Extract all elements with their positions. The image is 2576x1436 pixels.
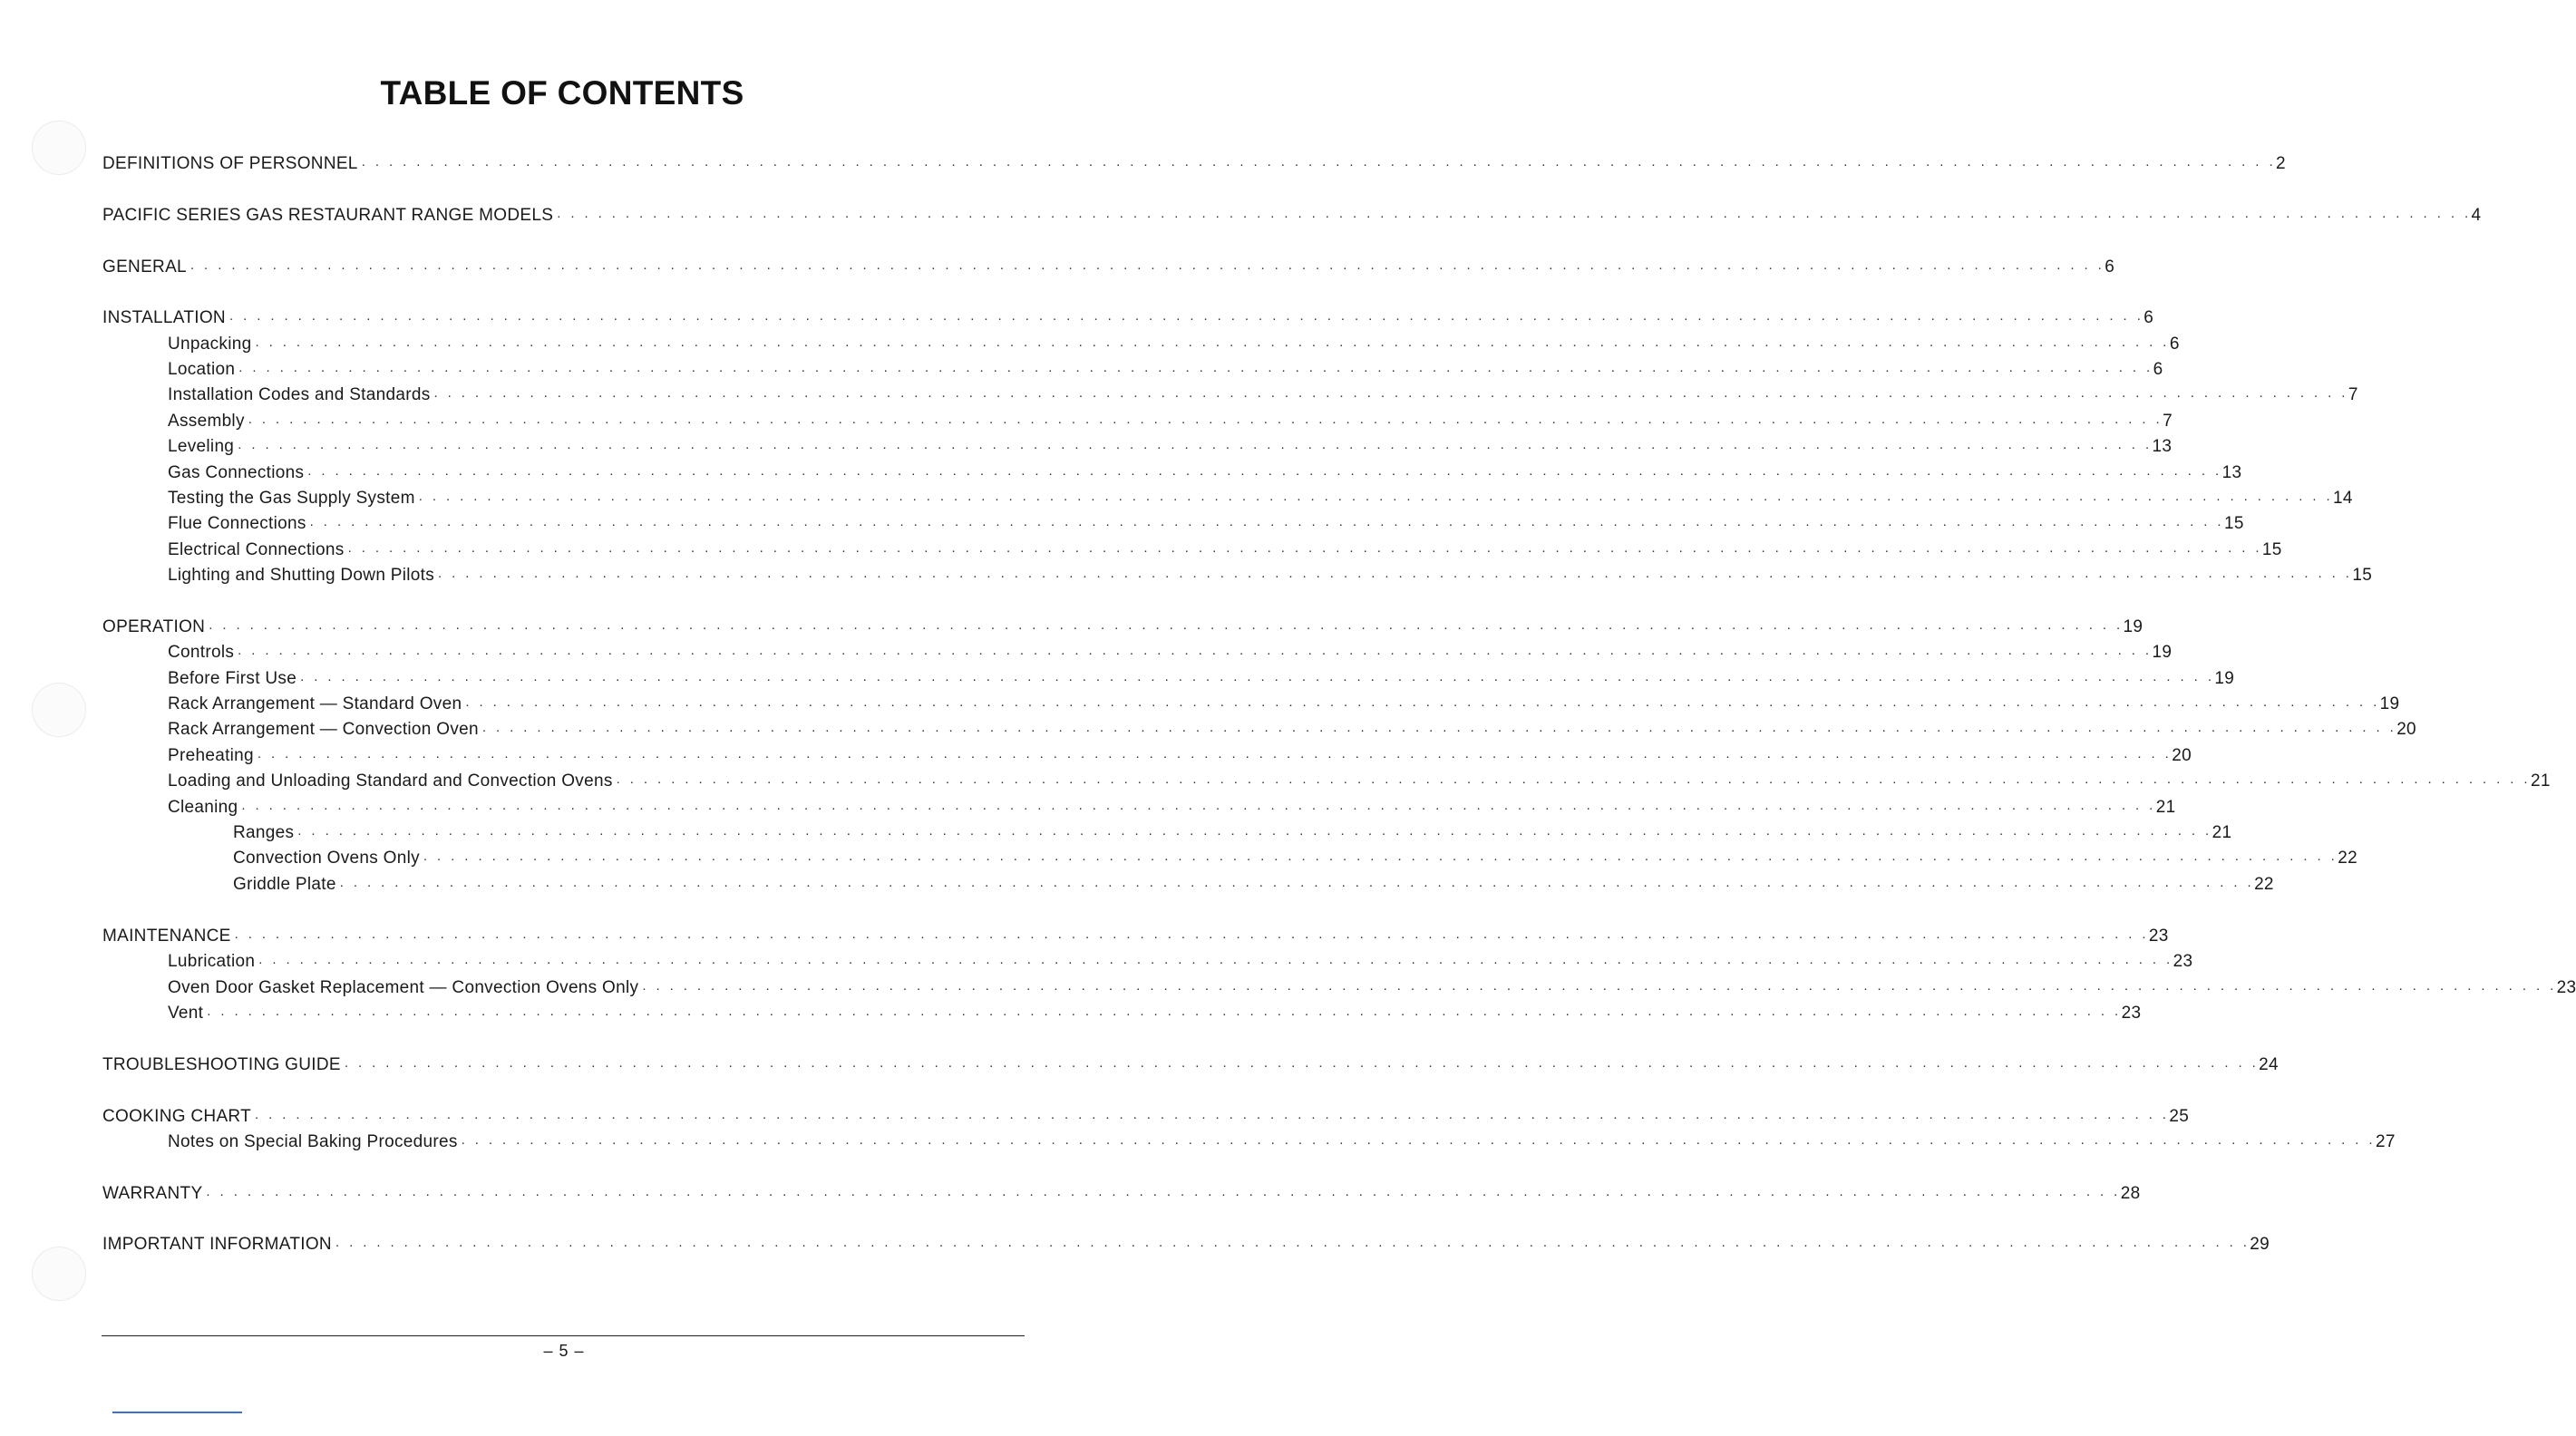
toc-leader-dots: . . . . . . . . . . . . . . . . . . . . . . . . . . . . . . . . . . . . . . . . . . . . . . . . . . . . . . . . . . . . . . . . . . . . . . . . . . . . . . . . . . . . . . . . . . . . . . . . . . . . . . . . . . . . . . . . . . . . . . . . . . . . . . . . . . . . . . . . . . . .	[238, 643, 2153, 658]
toc-entry-label: Convection Ovens Only	[233, 849, 420, 868]
toc-entry-page: 29	[2250, 1235, 2270, 1254]
scan-mark	[112, 1412, 242, 1413]
toc-leader-dots: . . . . . . . . . . . . . . . . . . . . . . . . . . . . . . . . . . . . . . . . . . . . . . . . . . . . . . . . . . . . . . . . . . . . . . . . . . . . . . . . . . . . . . . . . . . . . . . . . . . . . . . . . . . . . . . . . . . . . . . . . . . . . . . . . . . . . . . . . . . .	[335, 1235, 2250, 1250]
toc-entry	[102, 254, 2115, 277]
toc-leader-dots: . . . . . . . . . . . . . . . . . . . . . . . . . . . . . . . . . . . . . . . . . . . . . . . . . . . . . . . . . . . . . . . . . . . . . . . . . . . . . . . . . . . . . . . . . . . . . . . . . . . . . . . . . . . . . . . . . . . . . . . . . . . . . . . . . . . . . . . . . . . .	[344, 1055, 2260, 1071]
punch-hole-middle	[32, 683, 86, 737]
toc-entry-page: 7	[2163, 412, 2173, 431]
toc-entry-page: 7	[2348, 385, 2358, 404]
toc-entry-page: 28	[2120, 1184, 2141, 1203]
toc-entry	[102, 460, 2242, 483]
toc-entry-page: 6	[2105, 257, 2115, 277]
toc-entry-label: Vent	[168, 1004, 204, 1023]
toc-leader-dots: . . . . . . . . . . . . . . . . . . . . . . . . . . . . . . . . . . . . . . . . . . . . . . . . . . . . . . . . . . . . . . . . . . . . . . . . . . . . . . . . . . . . . . . . . . . . . . . . . . . . . . . . . . . . . . . . . . . . . . . . . . . . . . . . . . . . . . . . . . . .	[557, 206, 2472, 221]
page-title: TABLE OF CONTENTS	[380, 74, 744, 112]
toc-entry-page: 6	[2169, 335, 2180, 354]
toc-leader-dots: . . . . . . . . . . . . . . . . . . . . . . . . . . . . . . . . . . . . . . . . . . . . . . . . . . . . . . . . . . . . . . . . . . . . . . . . . . . . . . . . . . . . . . . . . . . . . . . . . . . . . . . . . . . . . . . . . . . . . . . . . . . . . . . . . . . . . . . . . . . .	[255, 335, 2170, 350]
toc-leader-dots: . . . . . . . . . . . . . . . . . . . . . . . . . . . . . . . . . . . . . . . . . . . . . . . . . . . . . . . . . . . . . . . . . . . . . . . . . . . . . . . . . . . . . . . . . . . . . . . . . . . . . . . . . . . . . . . . . . . . . . . . . . . . . . . . . . . . . . . . . . . .	[258, 952, 2173, 967]
toc-entry-label: INSTALLATION	[102, 308, 226, 327]
punch-hole-bottom	[32, 1247, 86, 1301]
toc-entry-label: MAINTENANCE	[102, 927, 231, 946]
toc-entry-label: Assembly	[168, 412, 245, 431]
toc-entry-page: 15	[2261, 540, 2282, 559]
toc-entry-label: Leveling	[168, 437, 235, 456]
toc-leader-dots: . . . . . . . . . . . . . . . . . . . . . . . . . . . . . . . . . . . . . . . . . . . . . . . . . . . . . . . . . . . . . . . . . . . . . . . . . . . . . . . . . . . . . . . . . . . . . . . . . . . . . . . . . . . . . . . . . . . . . . . . . . . . . . . . . . . . . . . . . . . .	[207, 1004, 2122, 1019]
toc-entry-label: OPERATION	[102, 617, 206, 636]
page-number: – 5 –	[543, 1342, 585, 1360]
toc-entry-page: 21	[2530, 771, 2551, 791]
toc-entry	[102, 1052, 2279, 1075]
toc-entry-page: 22	[2338, 849, 2357, 868]
toc-entry-page: 6	[2143, 308, 2154, 327]
toc-entry-label: Flue Connections	[168, 514, 306, 533]
toc-entry-page: 22	[2254, 875, 2274, 894]
toc-entry	[102, 485, 2353, 509]
toc-entry-label: Preheating	[168, 746, 254, 765]
toc-leader-dots: . . . . . . . . . . . . . . . . . . . . . . . . . . . . . . . . . . . . . . . . . . . . . . . . . . . . . . . . . . . . . . . . . . . . . . . . . . . . . . . . . . . . . . . . . . . . . . . . . . . . . . . . . . . . . . . . . . . . . . . . . . . . . . . . . . . . . . . . . . . .	[190, 257, 2105, 273]
toc-entry-page: 14	[2333, 489, 2353, 508]
toc-entry	[102, 356, 2163, 380]
toc-entry-label: Installation Codes and Standards	[168, 385, 431, 404]
toc-entry-page: 2	[2276, 154, 2286, 173]
toc-entry-label: DEFINITIONS OF PERSONNEL	[102, 154, 358, 173]
toc-entry-label: PACIFIC SERIES GAS RESTAURANT RANGE MODELS	[102, 206, 554, 225]
toc-entry	[102, 820, 2232, 843]
toc-entry-label: Location	[168, 360, 236, 379]
toc-entry-page: 21	[2211, 823, 2232, 842]
toc-entry	[102, 1000, 2142, 1024]
toc-leader-dots: . . . . . . . . . . . . . . . . . . . . . . . . . . . . . . . . . . . . . . . . . . . . . . . . . . . . . . . . . . . . . . . . . . . . . . . . . . . . . . . . . . . . . . . . . . . . . . . . . . . . . . . . . . . . . . . . . . . . . . . . . . . . . . . . . . . . . . . . . . . .	[438, 566, 2353, 581]
toc-entry-label: Griddle Plate	[233, 875, 336, 894]
toc-entry-label: Loading and Unloading Standard and Convection Ovens	[168, 771, 613, 791]
toc-entry-label: Lubrication	[168, 952, 256, 971]
toc-entry	[102, 975, 2576, 998]
toc-entry	[102, 408, 2173, 432]
toc-entry-label: COOKING CHART	[102, 1107, 252, 1126]
toc-entry	[102, 665, 2235, 689]
toc-entry-page: 13	[2152, 437, 2173, 456]
toc-entry-label: Lighting and Shutting Down Pilots	[168, 566, 435, 585]
toc-entry	[102, 794, 2176, 818]
toc-leader-dots: . . . . . . . . . . . . . . . . . . . . . . . . . . . . . . . . . . . . . . . . . . . . . . . . . . . . . . . . . . . . . . . . . . . . . . . . . . . . . . . . . . . . . . . . . . . . . . . . . . . . . . . . . . . . . . . . . . . . . . . . . . . . . . . . . . . . . . . . . . . .	[309, 514, 2224, 529]
toc-leader-dots: . . . . . . . . . . . . . . . . . . . . . . . . . . . . . . . . . . . . . . . . . . . . . . . . . . . . . . . . . . . . . . . . . . . . . . . . . . . . . . . . . . . . . . . . . . . . . . . . . . . . . . . . . . . . . . . . . . . . . . . . . . . . . . . . . . . . . . . . . . . .	[234, 927, 2149, 942]
toc-entry-label: Controls	[168, 643, 235, 662]
toc-entry-page: 4	[2471, 206, 2482, 225]
toc-leader-dots: . . . . . . . . . . . . . . . . . . . . . . . . . . . . . . . . . . . . . . . . . . . . . . . . . . . . . . . . . . . . . . . . . . . . . . . . . . . . . . . . . . . . . . . . . . . . . . . . . . . . . . . . . . . . . . . . . . . . . . . . . . . . . . . . . . . . . . . . . . . .	[300, 669, 2215, 684]
toc-entry-page: 24	[2259, 1055, 2279, 1074]
toc-leader-dots: . . . . . . . . . . . . . . . . . . . . . . . . . . . . . . . . . . . . . . . . . . . . . . . . . . . . . . . . . . . . . . . . . . . . . . . . . . . . . . . . . . . . . . . . . . . . . . . . . . . . . . . . . . . . . . . . . . . . . . . . . . . . . . . . . . . . . . . . . . . .	[241, 798, 2156, 813]
toc-entry	[102, 510, 2244, 534]
punch-hole-top	[32, 121, 86, 175]
toc-entry-page: 13	[2221, 463, 2242, 482]
toc-entry	[102, 382, 2358, 405]
toc-leader-dots: . . . . . . . . . . . . . . . . . . . . . . . . . . . . . . . . . . . . . . . . . . . . . . . . . . . . . . . . . . . . . . . . . . . . . . . . . . . . . . . . . . . . . . . . . . . . . . . . . . . . . . . . . . . . . . . . . . . . . . . . . . . . . . . . . . . . . . . . . . . .	[257, 746, 2173, 762]
toc-entry-page: 23	[2148, 927, 2169, 946]
toc-entry-page: 19	[2379, 694, 2400, 713]
toc-leader-dots: . . . . . . . . . . . . . . . . . . . . . . . . . . . . . . . . . . . . . . . . . . . . . . . . . . . . . . . . . . . . . . . . . . . . . . . . . . . . . . . . . . . . . . . . . . . . . . . . . . . . . . . . . . . . . . . . . . . . . . . . . . . . . . . . . . . . . . . . . . . .	[642, 978, 2557, 994]
toc-entry	[102, 923, 2169, 946]
toc-entry	[102, 537, 2282, 560]
toc-entry-label: TROUBLESHOOTING GUIDE	[102, 1055, 341, 1074]
toc-entry	[102, 948, 2193, 972]
toc-entry	[102, 691, 2400, 714]
toc-entry-page: 19	[2214, 669, 2235, 688]
toc-leader-dots: . . . . . . . . . . . . . . . . . . . . . . . . . . . . . . . . . . . . . . . . . . . . . . . . . . . . . . . . . . . . . . . . . . . . . . . . . . . . . . . . . . . . . . . . . . . . . . . . . . . . . . . . . . . . . . . . . . . . . . . . . . . . . . . . . . . . . . . . . . . .	[238, 360, 2153, 375]
toc-entry	[102, 433, 2173, 457]
toc-leader-dots: . . . . . . . . . . . . . . . . . . . . . . . . . . . . . . . . . . . . . . . . . . . . . . . . . . . . . . . . . . . . . . . . . . . . . . . . . . . . . . . . . . . . . . . . . . . . . . . . . . . . . . . . . . . . . . . . . . . . . . . . . . . . . . . . . . . . . . . . . . . .	[297, 823, 2212, 839]
toc-entry	[102, 768, 2551, 791]
toc-entry	[102, 1180, 2141, 1204]
toc-leader-dots: . . . . . . . . . . . . . . . . . . . . . . . . . . . . . . . . . . . . . . . . . . . . . . . . . . . . . . . . . . . . . . . . . . . . . . . . . . . . . . . . . . . . . . . . . . . . . . . . . . . . . . . . . . . . . . . . . . . . . . . . . . . . . . . . . . . . . . . . . . . .	[461, 1132, 2376, 1148]
toc-leader-dots: . . . . . . . . . . . . . . . . . . . . . . . . . . . . . . . . . . . . . . . . . . . . . . . . . . . . . . . . . . . . . . . . . . . . . . . . . . . . . . . . . . . . . . . . . . . . . . . . . . . . . . . . . . . . . . . . . . . . . . . . . . . . . . . . . . . . . . . . . . . .	[418, 489, 2334, 504]
toc-leader-dots: . . . . . . . . . . . . . . . . . . . . . . . . . . . . . . . . . . . . . . . . . . . . . . . . . . . . . . . . . . . . . . . . . . . . . . . . . . . . . . . . . . . . . . . . . . . . . . . . . . . . . . . . . . . . . . . . . . . . . . . . . . . . . . . . . . . . . . . . . . . .	[481, 720, 2397, 735]
toc-entry-label: GENERAL	[102, 257, 187, 277]
footer-rule	[102, 1335, 1025, 1336]
toc-entry-page: 23	[2556, 978, 2576, 997]
toc-entry	[102, 202, 2482, 226]
toc-leader-dots: . . . . . . . . . . . . . . . . . . . . . . . . . . . . . . . . . . . . . . . . . . . . . . . . . . . . . . . . . . . . . . . . . . . . . . . . . . . . . . . . . . . . . . . . . . . . . . . . . . . . . . . . . . . . . . . . . . . . . . . . . . . . . . . . . . . . . . . . . . . .	[433, 385, 2348, 401]
toc-entry-page: 27	[2375, 1132, 2396, 1151]
toc-entry-label: Oven Door Gasket Replacement — Convection Ovens Only	[168, 978, 639, 997]
toc-entry-page: 21	[2155, 798, 2176, 817]
toc-entry-label: IMPORTANT INFORMATION	[102, 1235, 332, 1254]
toc-entry-label: Cleaning	[168, 798, 238, 817]
toc-entry-label: Rack Arrangement — Standard Oven	[168, 694, 462, 713]
toc-entry	[102, 305, 2154, 328]
toc-entry-label: Unpacking	[168, 335, 252, 354]
toc-entry-page: 25	[2169, 1107, 2190, 1126]
toc-entry-label: Gas Connections	[168, 463, 305, 482]
toc-entry	[102, 562, 2373, 586]
toc-leader-dots: . . . . . . . . . . . . . . . . . . . . . . . . . . . . . . . . . . . . . . . . . . . . . . . . . . . . . . . . . . . . . . . . . . . . . . . . . . . . . . . . . . . . . . . . . . . . . . . . . . . . . . . . . . . . . . . . . . . . . . . . . . . . . . . . . . . . . . . . . . . .	[206, 1184, 2121, 1199]
toc-entry	[102, 845, 2357, 868]
toc-leader-dots: . . . . . . . . . . . . . . . . . . . . . . . . . . . . . . . . . . . . . . . . . . . . . . . . . . . . . . . . . . . . . . . . . . . . . . . . . . . . . . . . . . . . . . . . . . . . . . . . . . . . . . . . . . . . . . . . . . . . . . . . . . . . . . . . . . . . . . . . . . . .	[616, 771, 2531, 787]
toc-leader-dots: . . . . . . . . . . . . . . . . . . . . . . . . . . . . . . . . . . . . . . . . . . . . . . . . . . . . . . . . . . . . . . . . . . . . . . . . . . . . . . . . . . . . . . . . . . . . . . . . . . . . . . . . . . . . . . . . . . . . . . . . . . . . . . . . . . . . . . . . . . . .	[361, 154, 2277, 170]
toc-entry	[102, 871, 2274, 895]
toc-entry-page: 19	[2152, 643, 2173, 662]
toc-entry-page: 23	[2173, 952, 2193, 971]
toc-entry-page: 6	[2153, 360, 2163, 379]
toc-leader-dots: . . . . . . . . . . . . . . . . . . . . . . . . . . . . . . . . . . . . . . . . . . . . . . . . . . . . . . . . . . . . . . . . . . . . . . . . . . . . . . . . . . . . . . . . . . . . . . . . . . . . . . . . . . . . . . . . . . . . . . . . . . . . . . . . . . . . . . . . . . . .	[339, 875, 2255, 890]
toc-entry	[102, 716, 2416, 740]
toc-entry-page: 20	[2396, 720, 2416, 739]
toc-entry	[102, 742, 2192, 766]
toc-entry	[102, 1231, 2270, 1255]
toc-entry-page: 15	[2352, 566, 2373, 585]
toc-leader-dots: . . . . . . . . . . . . . . . . . . . . . . . . . . . . . . . . . . . . . . . . . . . . . . . . . . . . . . . . . . . . . . . . . . . . . . . . . . . . . . . . . . . . . . . . . . . . . . . . . . . . . . . . . . . . . . . . . . . . . . . . . . . . . . . . . . . . . . . . . . . .	[228, 308, 2144, 324]
toc-entry	[102, 614, 2143, 637]
toc-leader-dots: . . . . . . . . . . . . . . . . . . . . . . . . . . . . . . . . . . . . . . . . . . . . . . . . . . . . . . . . . . . . . . . . . . . . . . . . . . . . . . . . . . . . . . . . . . . . . . . . . . . . . . . . . . . . . . . . . . . . . . . . . . . . . . . . . . . . . . . . . . . .	[465, 694, 2380, 710]
toc-entry-label: Before First Use	[168, 669, 297, 688]
toc-entry-label: Ranges	[233, 823, 295, 842]
toc-entry	[102, 639, 2173, 663]
toc-entry-page: 19	[2123, 617, 2143, 636]
toc-entry-label: Notes on Special Baking Procedures	[168, 1132, 458, 1151]
toc-leader-dots: . . . . . . . . . . . . . . . . . . . . . . . . . . . . . . . . . . . . . . . . . . . . . . . . . . . . . . . . . . . . . . . . . . . . . . . . . . . . . . . . . . . . . . . . . . . . . . . . . . . . . . . . . . . . . . . . . . . . . . . . . . . . . . . . . . . . . . . . . . . .	[238, 437, 2153, 452]
toc-entry-page: 23	[2121, 1004, 2142, 1023]
toc-leader-dots: . . . . . . . . . . . . . . . . . . . . . . . . . . . . . . . . . . . . . . . . . . . . . . . . . . . . . . . . . . . . . . . . . . . . . . . . . . . . . . . . . . . . . . . . . . . . . . . . . . . . . . . . . . . . . . . . . . . . . . . . . . . . . . . . . . . . . . . . . . . .	[209, 617, 2124, 633]
toc-entry	[102, 331, 2180, 354]
toc-leader-dots: . . . . . . . . . . . . . . . . . . . . . . . . . . . . . . . . . . . . . . . . . . . . . . . . . . . . . . . . . . . . . . . . . . . . . . . . . . . . . . . . . . . . . . . . . . . . . . . . . . . . . . . . . . . . . . . . . . . . . . . . . . . . . . . . . . . . . . . . . . . .	[423, 849, 2338, 864]
toc-leader-dots: . . . . . . . . . . . . . . . . . . . . . . . . . . . . . . . . . . . . . . . . . . . . . . . . . . . . . . . . . . . . . . . . . . . . . . . . . . . . . . . . . . . . . . . . . . . . . . . . . . . . . . . . . . . . . . . . . . . . . . . . . . . . . . . . . . . . . . . . . . . .	[255, 1107, 2170, 1122]
toc-entry-label: Rack Arrangement — Convection Oven	[168, 720, 479, 739]
toc-entry-label: WARRANTY	[102, 1184, 203, 1203]
toc-entry	[102, 150, 2286, 174]
toc-leader-dots: . . . . . . . . . . . . . . . . . . . . . . . . . . . . . . . . . . . . . . . . . . . . . . . . . . . . . . . . . . . . . . . . . . . . . . . . . . . . . . . . . . . . . . . . . . . . . . . . . . . . . . . . . . . . . . . . . . . . . . . . . . . . . . . . . . . . . . . . . . . .	[307, 463, 2222, 479]
toc-entry	[102, 1103, 2190, 1127]
toc-entry-page: 20	[2172, 746, 2192, 765]
toc-entry-page: 15	[2224, 514, 2244, 533]
toc-entry-label: Electrical Connections	[168, 540, 345, 559]
toc-leader-dots: . . . . . . . . . . . . . . . . . . . . . . . . . . . . . . . . . . . . . . . . . . . . . . . . . . . . . . . . . . . . . . . . . . . . . . . . . . . . . . . . . . . . . . . . . . . . . . . . . . . . . . . . . . . . . . . . . . . . . . . . . . . . . . . . . . . . . . . . . . . .	[248, 412, 2163, 427]
toc-entry-label: Testing the Gas Supply System	[168, 489, 415, 508]
toc-entry	[102, 1129, 2396, 1152]
toc-leader-dots: . . . . . . . . . . . . . . . . . . . . . . . . . . . . . . . . . . . . . . . . . . . . . . . . . . . . . . . . . . . . . . . . . . . . . . . . . . . . . . . . . . . . . . . . . . . . . . . . . . . . . . . . . . . . . . . . . . . . . . . . . . . . . . . . . . . . . . . . . . . .	[347, 540, 2262, 556]
